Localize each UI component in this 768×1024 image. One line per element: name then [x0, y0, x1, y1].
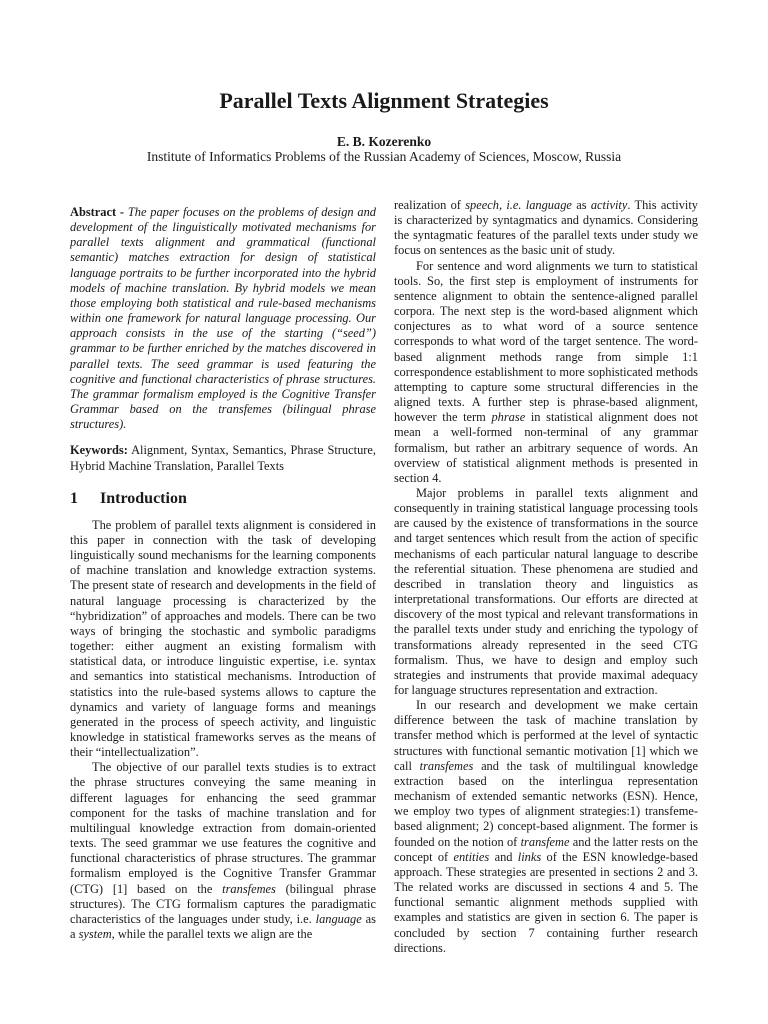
- abstract: [70, 205, 376, 432]
- author-name: E. B. Kozerenko: [336, 134, 432, 149]
- text-run: For sentence and word alignments we turn to statistical tools. So, the first step is employment of instruments for sentence alignment to obtain the sentence-aligned parallel corpora. The next step is the word-based alignment which conjectures as to what word of a source sentence corresponds to what word of the target sentence. The word-based alignment methods range from simple 1:1 correspondence establishment to more sophisticated methods attempting to capture some structural differencies in the aligned texts. A further step is phrase-based alignment, however the term: [394, 258, 698, 425]
- abstract-text: The paper focuses on the problems of design and development of the linguistically motivated mechanisms for parallel texts alignment and grammatical (functional semantic) matches extraction for design of statistical language portraits to be further incorporated into the hybrid models of machine translation. By hybrid models we mean those employing both statistical and rule-based mechanisms within one framework for natural language processing. Our approach consists in the use of the starting (“seed”) grammar to be further enriched by the matches discovered in parallel texts. The seed grammar is used featuring the cognitive and functional characteristics of phrase structures. The grammar formalism employed is the Cognitive Transfer Grammar based on the transfemes (bilingual phrase structures).: [70, 205, 376, 432]
- text-run: (bilingual phrase structures). The CTG formalism captures the paradigmatic characteristics of the languages under study, i.e.: [70, 881, 376, 926]
- emphasis: system: [78, 927, 112, 942]
- text-run: and the task of multilingual knowledge extraction based on the interlingua representation mechanism of extended semantic networks (ESN). Hence, we employ two types of alignment strategies:1) transfeme-based alignment; 2) concept-based alignment. The former is founded on the notion of: [394, 758, 698, 849]
- emphasis: activity: [590, 198, 628, 212]
- emphasis: speech, i.e. language: [465, 198, 572, 212]
- emphasis: links: [517, 849, 542, 864]
- emphasis: entities: [453, 849, 490, 864]
- text-run: as a: [70, 911, 376, 942]
- author-affiliation: Institute of Informatics Problems of the Russian Academy of Sciences, Moscow, Russia: [146, 149, 622, 164]
- emphasis: language: [315, 911, 362, 926]
- text-run: in statistical alignment does not mean a well-formed non-terminal of any grammar formalism, but rather an arbitrary sequence of words. An overview of statistical alignment methods is presented in section 4.: [394, 410, 698, 485]
- intro-paragraph-1: The problem of parallel texts alignment is considered in this paper in connection with the task of developing linguistically sound mechanisms for the learning components of machine translation and knowledge extraction systems. The present state of research and developments in the field of natural language processing is characterized by the “hybridization” of approaches and models. There can be two ways of bringing the stochastic and symbolic paradigms together: either augment an existing formalism with statistical data, or introduce linguistic expertise, i.e. syntax and semantics into statistical mechanisms. Introduction of statistics into the rule-based systems allows to capture the dynamics and variety of language forms and meanings generated in the process of speech activity, and linguistic knowledge in statistical frameworks serves as the means of their “intellectualization”.: [70, 517, 376, 760]
- major-problems-paragraph: Major problems in parallel texts alignment and consequently in training statistical language processing tools are caused by the existence of transformations in the source and target sentences which result from the action of specific mechanisms of each particular natural language to describe the referential situation. These phenomena are studied and described in translation theory and linguistics as interpretational transformations. Our efforts are directed at discovery of the most typical and relevant transformations in the parallel texts under study and enriching the typology of transformations already represented in the seed CTG formalism. Thus, we have to design and employ such strategies and instruments that provide maximal adequacy for language structures representation and extraction.: [394, 485, 698, 697]
- emphasis: transfeme: [520, 834, 570, 849]
- text-run: The objective of our parallel texts studies is to extract the phrase structures conveying the same meaning in different laguages for enhancing the seed grammar component for the tasks of machine translation and for multilingual knowledge extraction from domain-oriented texts. The seed grammar we use features the cognitive and functional characteristics of phrase structures. The grammar formalism employed is the Cognitive Transfer Grammar (CTG) [1] based on the: [70, 760, 376, 896]
- text-run: In our research and development we make certain difference between the task of machine translation by transfer method which is performed at the level of syntactic structures with functional semantic motivation [1] which we call: [394, 698, 698, 773]
- keywords-label: Keywords:: [70, 443, 128, 458]
- left-column: [70, 205, 376, 942]
- text-run: , while the parallel texts we align are the: [111, 927, 313, 942]
- emphasis: phrase: [491, 410, 526, 425]
- right-column: [394, 198, 698, 956]
- keywords: [70, 443, 376, 473]
- paper-title: Parallel Texts Alignment Strategies: [219, 88, 549, 113]
- alignment-tools-paragraph: [394, 259, 698, 486]
- emphasis: transfemes: [222, 881, 276, 896]
- section-heading-introduction: [70, 491, 376, 506]
- continued-paragraph: [394, 198, 698, 259]
- text-run: realization of: [394, 198, 461, 212]
- section-number: 1: [70, 489, 78, 507]
- text-run: of the ESN knowledge-based approach. These strategies are presented in sections 2 and 3. The related works are discussed in sections 4 and 5. The functional semantic alignment methods supplied with examples and statistics are given in section 6. The paper is concluded by section 7 containing further research directions.: [394, 849, 698, 955]
- text-run: as: [576, 198, 587, 212]
- intro-paragraph-2: [70, 760, 376, 942]
- text-run: and: [494, 849, 513, 864]
- abstract-label: Abstract -: [70, 205, 125, 219]
- research-paragraph: [394, 698, 698, 956]
- emphasis: transfemes: [419, 758, 474, 773]
- keywords-text: Alignment, Syntax, Semantics, Phrase Structure, Hybrid Machine Translation, Parallel Texts: [70, 443, 376, 473]
- text-run: . This activity is characterized by syntagmatics and dynamics. Considering the syntagmatic features of the parallel texts under study we focus on sentences as the basic unit of study.: [394, 198, 698, 258]
- section-title: Introduction: [100, 489, 187, 507]
- text-run: and the latter rests on the concept of: [394, 834, 698, 864]
